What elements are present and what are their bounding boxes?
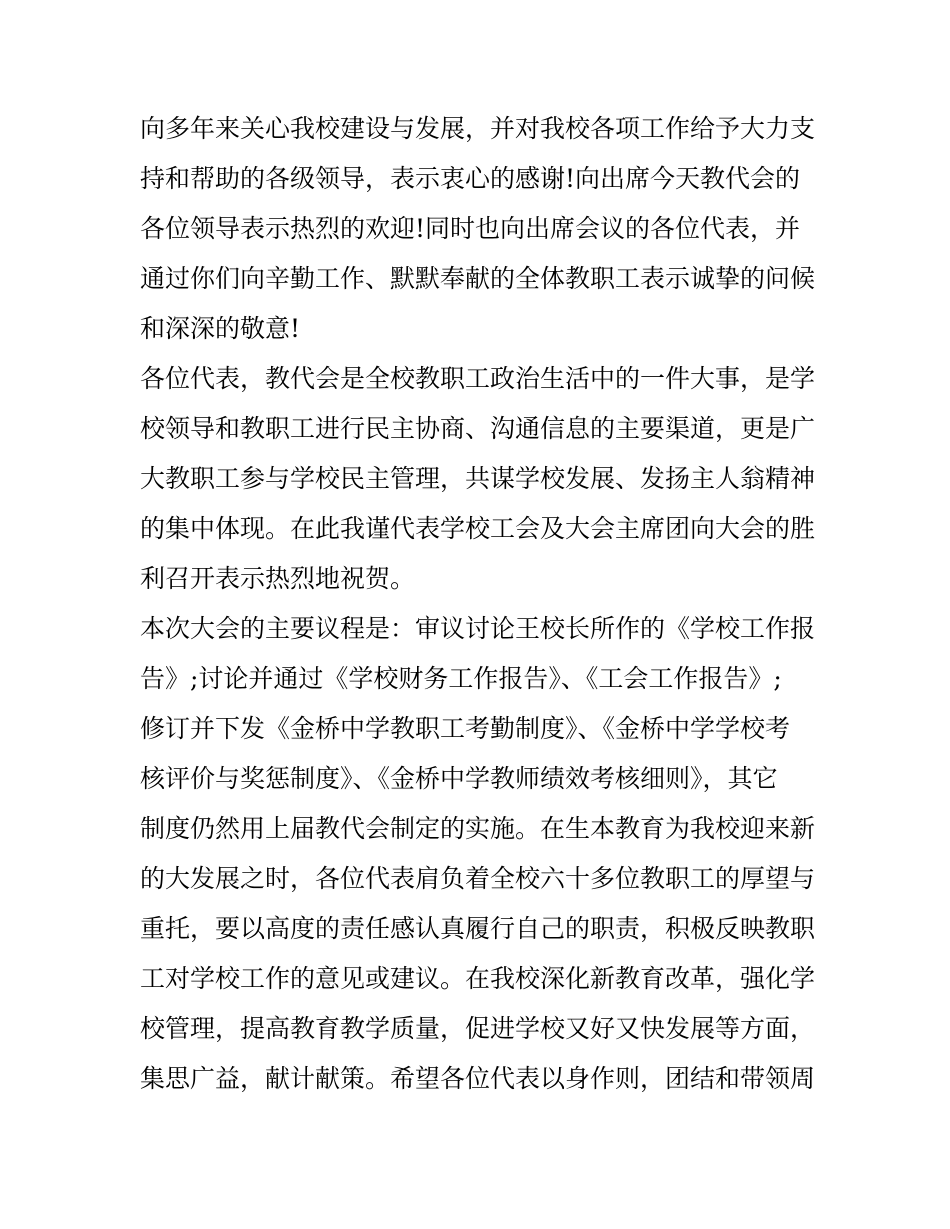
paragraph: [140, 604, 820, 1104]
text-line: 集思广益，献计献策。希望各位代表以身作则，团结和带领周: [140, 1064, 816, 1093]
text-line: 校领导和教职工进行民主协商、沟通信息的主要渠道，更是广: [140, 414, 816, 443]
text-line: 修订并下发《金桥中学教职工考勤制度》、《金桥中学学校考: [140, 714, 791, 743]
text-line: 制度仍然用上届教代会制定的实施。在生本教育为我校迎来新: [140, 814, 816, 843]
paragraph: [140, 104, 820, 354]
document-body: [140, 104, 820, 1104]
text-line: 各位领导表示热烈的欢迎!同时也向出席会议的各位代表，并: [140, 214, 801, 243]
text-line: 工对学校工作的意见或建议。在我校深化新教育改革，强化学: [140, 964, 816, 993]
text-line: 持和帮助的各级领导，表示衷心的感谢!向出席今天教代会的: [140, 164, 801, 193]
text-line: 的集中体现。在此我谨代表学校工会及大会主席团向大会的胜: [140, 514, 816, 543]
text-line: 本次大会的主要议程是：审议讨论王校长所作的《学校工作报: [140, 614, 816, 643]
text-line: 重托，要以高度的责任感认真履行自己的职责，积极反映教职: [140, 914, 816, 943]
text-line: 通过你们向辛勤工作、默默奉献的全体教职工表示诚挚的问候: [140, 264, 816, 293]
text-line: 告》;讨论并通过《学校财务工作报告》、《工会工作报告》;: [140, 664, 782, 693]
text-line: 大教职工参与学校民主管理，共谋学校发展、发扬主人翁精神: [140, 464, 816, 493]
text-line: 和深深的敬意!: [140, 314, 301, 343]
text-line: 核评价与奖惩制度》、《金桥中学教师绩效考核细则》，其它: [140, 764, 778, 793]
text-line: 向多年来关心我校建设与发展，并对我校各项工作给予大力支: [140, 114, 816, 143]
text-line: 的大发展之时，各位代表肩负着全校六十多位教职工的厚望与: [140, 864, 816, 893]
text-line: 利召开表示热烈地祝贺。: [140, 564, 416, 593]
text-line: 各位代表，教代会是全校教职工政治生活中的一件大事，是学: [140, 364, 816, 393]
text-line: 校管理，提高教育教学质量，促进学校又好又快发展等方面，: [140, 1014, 816, 1043]
paragraph: [140, 354, 820, 604]
